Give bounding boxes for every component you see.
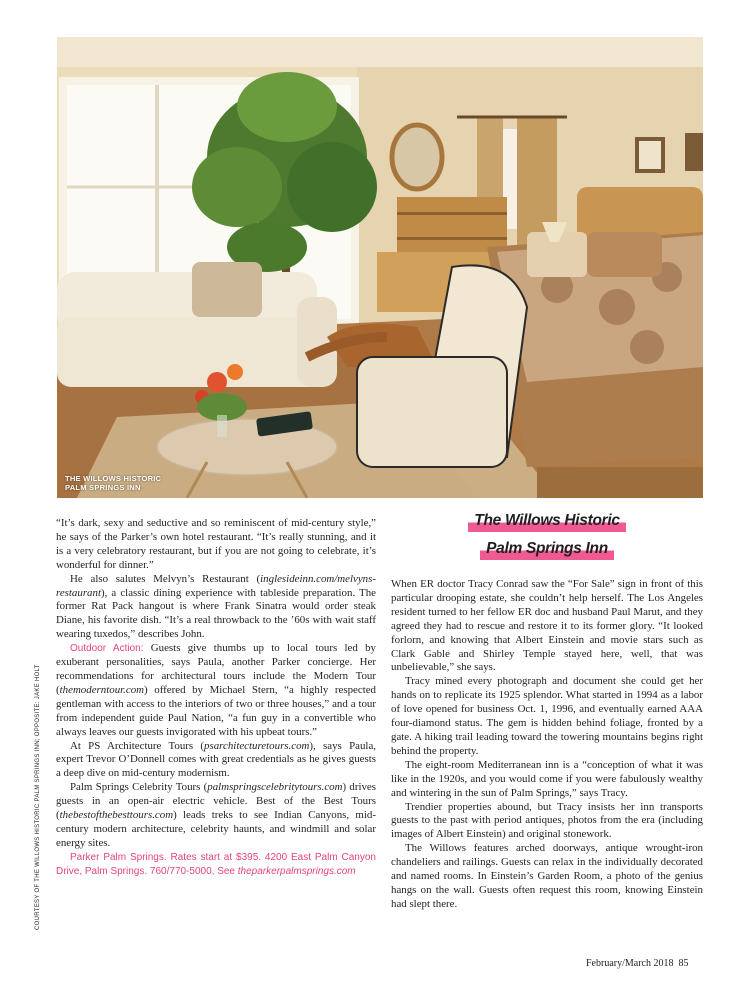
paragraph: He also salutes Melvyn’s Restaurant (inglesideinn.com/melvyns-restaurant), a classic dining experience with tableside preparation. The former Rat Pack hangout is where Frank Sinatra would order steak Diane, his favorite dish. “It’s a real throwback to the ’60s with wait staff wearing tuxedos,” describes John. [56, 572, 376, 641]
paragraph: Tracy mined every photograph and document she could get her hands on to replicate its 1925 splendor. What started in 1994 as a labor of love opened for business Oct. 1, 1996, and eventually earned AAA four-diamond status. The gem is hidden behind foliage, fronted by a gate. A hiking trail leading toward the towering mountains begins right behind the property. [391, 675, 703, 757]
sofa-icon [57, 262, 337, 387]
page-footer [586, 958, 688, 969]
tour-url: thebestofthebesttours.com [59, 809, 174, 822]
paragraph: The Willows features arched doorways, antique wrought-iron chandeliers and railings. Guests can relax in the individually decorated and named rooms. In Einstein’s Garden Room, a photo of the genius hangs on the wall. Guests often request this room, knowing Einstein had slept there. [391, 842, 703, 910]
tour-url: psarchitecturetours.com [204, 739, 310, 752]
paragraph: At PS Architecture Tours (psarchitecturetours.com), says Paula, expert Trevor O’Donnell comes with great credentials as he gives guests a deep dive on mid-century modernism. [56, 739, 376, 780]
paragraph: Outdoor Action: Guests give thumbs up to local tours led by exuberant personalities, says Paula, another Parker concierge. Her recommendations for architectural tours include the Modern Tour (themoderntour.com) offered by Michael Stern, “a highly respected gentleman with access to the interiors of two or three houses,” and a tour from independent guide Paul Nation, “a fun guy in a convertible who always leaves our guests invigorated with his upbeat tours.” [56, 642, 376, 738]
section-label: Outdoor Action: [70, 643, 144, 655]
paragraph: Trendier properties abound, but Tracy insists her inn transports guests to the past with period antiques, photos from the era (including images of Albert Einstein) and original stonework. [391, 800, 703, 841]
issue-date: February/March 2018 [586, 958, 674, 969]
heading-line: Palm Springs Inn [480, 538, 614, 560]
right-column [391, 578, 703, 912]
hotel-url: theparkerpalmsprings.com [237, 865, 356, 877]
left-column [56, 517, 376, 879]
tour-url: palmspringscelebritytours.com [207, 781, 343, 794]
heading-line: The Willows Historic [468, 510, 625, 532]
photo-credit: COURTESY OF THE WILLOWS HISTORIC PALM SPRINGS INN; OPPOSITE: JAKE HOLT [35, 664, 41, 930]
caption-line: THE WILLOWS HISTORIC [65, 474, 162, 483]
paragraph: “It’s dark, sexy and seductive and so reminiscent of mid-century style,” he says of the Parker’s own hotel restaurant. “It’s really stunning, and it is a very celebratory restaurant, but if you are not going to celebrate, it’s wonderful for dinner.” [56, 517, 376, 571]
paragraph: Palm Springs Celebrity Tours (palmspringscelebritytours.com) drives guests in an open-air electric vehicle. Best of the Best Tours (thebestofthebesttours.com) leads treks to see Indian Canyons, mid-century modern architecture, celebrity haunts, and windmill and solar energy sites. [56, 781, 376, 849]
restaurant-url: inglesideinn.com/melvyns-restaurant [56, 572, 376, 599]
page-number: 85 [678, 958, 689, 969]
section-heading [390, 510, 704, 560]
paragraph: When ER doctor Tracy Conrad saw the “For Sale” sign in front of this particular drooping estate, she couldn’t help herself. The Los Angeles resident turned to her fellow ER doc and husband Paul Marut, and they agreed they had to rescue and restore it to its former glory. “It looked forlorn, and knowing that Albert Einstein and movie stars such as Clark Gable and Shirley Temple stayed here, well, that was unbelievable,” she says. [391, 578, 703, 674]
hero-photo [57, 37, 703, 498]
caption-line: PALM SPRINGS INN [65, 483, 141, 492]
paragraph: The eight-room Mediterranean inn is a “conception of what it was like in the 1920s, and you would come if you were fabulously wealthy and wintering in the sun of Palm Springs,” says Tracy. [391, 758, 703, 799]
photo-caption [65, 474, 161, 492]
bedroom-illustration [57, 37, 703, 498]
tour-url: themoderntour.com [59, 683, 145, 696]
hotel-info: Parker Palm Springs. Rates start at $395. 4200 East Palm Canyon Drive, Palm Springs. 760/770-5000, See theparkerpalmsprings.com [56, 851, 376, 877]
